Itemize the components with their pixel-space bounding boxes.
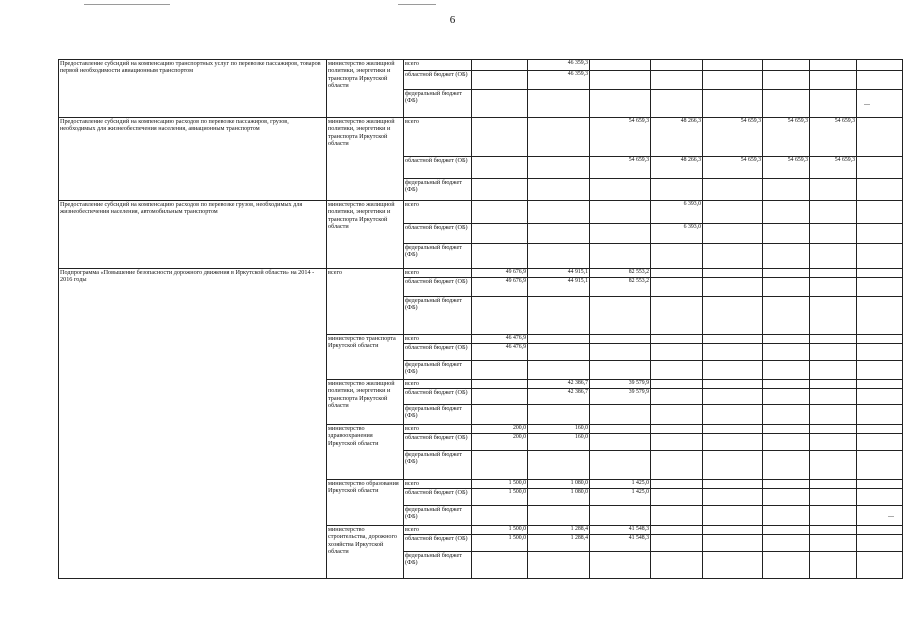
amount-cell (528, 224, 590, 244)
amount-cell (763, 361, 810, 380)
amount-cell (528, 118, 590, 157)
amount-cell (810, 297, 857, 335)
amount-cell: 1 500,0 (472, 526, 528, 535)
amount-cell (763, 71, 810, 90)
funding-source: областной бюджет (ОБ) (404, 224, 472, 244)
amount-cell (703, 278, 763, 297)
amount-cell (857, 297, 903, 335)
amount-cell (528, 344, 590, 361)
funding-source: всего (404, 425, 472, 434)
amount-cell (703, 506, 763, 526)
amount-cell (472, 157, 528, 179)
amount-cell (528, 244, 590, 269)
amount-cell (651, 361, 703, 380)
amount-cell: 54 659,3 (703, 157, 763, 179)
budget-table-body (59, 60, 903, 579)
amount-cell (651, 297, 703, 335)
amount-cell (810, 380, 857, 389)
amount-cell (810, 389, 857, 405)
amount-cell: 1 080,0 (528, 489, 590, 506)
executor-name: министерство жилищной политики, энергетики и транспорта Иркутской области (327, 60, 404, 118)
executor-name: министерство строительства, дорожного хозяйства Иркутской области (327, 526, 404, 579)
amount-cell (703, 434, 763, 451)
amount-cell (472, 361, 528, 380)
funding-source: областной бюджет (ОБ) (404, 344, 472, 361)
funding-source: всего (404, 60, 472, 71)
amount-cell: 49 676,9 (472, 278, 528, 297)
amount-cell: 46 476,9 (472, 344, 528, 361)
amount-cell: 42 386,7 (528, 380, 590, 389)
page-number: 6 (449, 14, 456, 26)
amount-cell (763, 389, 810, 405)
funding-source: федеральный бюджет (ФБ) (404, 451, 472, 480)
scan-artifact-line (84, 4, 170, 5)
amount-cell (472, 90, 528, 118)
amount-cell (472, 389, 528, 405)
funding-source: федеральный бюджет (ФБ) (404, 179, 472, 201)
amount-cell (590, 451, 651, 480)
amount-cell (857, 157, 903, 179)
amount-cell (651, 425, 703, 434)
amount-cell (703, 179, 763, 201)
funding-source: федеральный бюджет (ФБ) (404, 405, 472, 425)
amount-cell (763, 201, 810, 224)
funding-source: всего (404, 118, 472, 157)
amount-cell (810, 90, 857, 118)
amount-cell (857, 201, 903, 224)
amount-cell (472, 451, 528, 480)
amount-cell (703, 526, 763, 535)
amount-cell (651, 489, 703, 506)
amount-cell (651, 344, 703, 361)
amount-cell (703, 535, 763, 552)
amount-cell: 46 359,3 (528, 71, 590, 90)
amount-cell (763, 269, 810, 278)
amount-cell (590, 335, 651, 344)
funding-source: всего (404, 335, 472, 344)
amount-cell (763, 405, 810, 425)
amount-cell (857, 335, 903, 344)
amount-cell (810, 535, 857, 552)
amount-cell (810, 244, 857, 269)
funding-source: областной бюджет (ОБ) (404, 389, 472, 405)
measure-title: Подпрограмма «Повышение безопасности дорожного движения в Иркутской области» на 2014 - 2016 годы (59, 269, 327, 579)
amount-cell (703, 480, 763, 489)
funding-source: федеральный бюджет (ФБ) (404, 506, 472, 526)
table-row (59, 201, 903, 224)
amount-cell: 39 579,9 (590, 389, 651, 405)
amount-cell: 46 476,9 (472, 335, 528, 344)
amount-cell (590, 405, 651, 425)
amount-cell (472, 552, 528, 579)
funding-source: федеральный бюджет (ФБ) (404, 297, 472, 335)
amount-cell (857, 506, 903, 526)
amount-cell: 160,0 (528, 434, 590, 451)
amount-cell (651, 60, 703, 71)
amount-cell (810, 451, 857, 480)
funding-source: всего (404, 380, 472, 389)
amount-cell (472, 244, 528, 269)
amount-cell (651, 480, 703, 489)
amount-cell: 48 266,3 (651, 118, 703, 157)
amount-cell (590, 297, 651, 335)
amount-cell: 42 386,7 (528, 389, 590, 405)
amount-cell (651, 380, 703, 389)
amount-cell (857, 60, 903, 71)
amount-cell (763, 480, 810, 489)
amount-cell (763, 526, 810, 535)
amount-cell: 54 659,3 (590, 118, 651, 157)
amount-cell (763, 244, 810, 269)
budget-table (58, 59, 903, 579)
amount-cell (810, 269, 857, 278)
amount-cell (857, 526, 903, 535)
amount-cell: 44 915,1 (528, 269, 590, 278)
funding-source: областной бюджет (ОБ) (404, 489, 472, 506)
amount-cell (703, 425, 763, 434)
amount-cell (763, 297, 810, 335)
amount-cell: 200,0 (472, 434, 528, 451)
amount-cell (810, 201, 857, 224)
amount-cell: 6 393,0 (651, 224, 703, 244)
amount-cell (528, 361, 590, 380)
amount-cell (810, 278, 857, 297)
amount-cell: 54 659,3 (703, 118, 763, 157)
funding-source: областной бюджет (ОБ) (404, 71, 472, 90)
amount-cell (763, 60, 810, 71)
amount-cell: 82 553,2 (590, 278, 651, 297)
amount-cell (703, 71, 763, 90)
funding-source: федеральный бюджет (ФБ) (404, 244, 472, 269)
amount-cell (857, 244, 903, 269)
amount-cell (703, 389, 763, 405)
amount-cell (763, 552, 810, 579)
amount-cell (857, 179, 903, 201)
amount-cell (857, 552, 903, 579)
amount-cell: 54 659,3 (763, 157, 810, 179)
amount-cell (528, 552, 590, 579)
amount-cell (857, 278, 903, 297)
amount-cell (763, 451, 810, 480)
amount-cell (703, 451, 763, 480)
amount-cell (857, 425, 903, 434)
amount-cell: 49 676,9 (472, 269, 528, 278)
amount-cell (703, 552, 763, 579)
amount-cell (810, 60, 857, 71)
amount-cell (703, 380, 763, 389)
table-row (59, 269, 903, 278)
amount-cell (763, 380, 810, 389)
amount-cell (472, 60, 528, 71)
amount-cell (857, 405, 903, 425)
amount-cell (703, 269, 763, 278)
amount-cell (472, 405, 528, 425)
funding-source: федеральный бюджет (ФБ) (404, 90, 472, 118)
amount-cell (810, 335, 857, 344)
amount-cell: 54 659,3 (810, 157, 857, 179)
amount-cell: 1 500,0 (472, 489, 528, 506)
funding-source: областной бюджет (ОБ) (404, 434, 472, 451)
funding-source: федеральный бюджет (ФБ) (404, 361, 472, 380)
amount-cell (763, 335, 810, 344)
amount-cell: 48 266,3 (651, 157, 703, 179)
amount-cell (590, 201, 651, 224)
amount-cell (810, 179, 857, 201)
amount-cell (810, 434, 857, 451)
amount-cell (528, 297, 590, 335)
amount-cell (590, 90, 651, 118)
amount-cell (651, 244, 703, 269)
amount-cell (703, 344, 763, 361)
amount-cell (703, 60, 763, 71)
amount-cell (810, 425, 857, 434)
amount-cell (703, 361, 763, 380)
funding-source: федеральный бюджет (ФБ) (404, 552, 472, 579)
amount-cell: 82 553,2 (590, 269, 651, 278)
amount-cell (472, 380, 528, 389)
amount-cell (472, 201, 528, 224)
executor-name: всего (327, 269, 404, 335)
amount-cell (590, 506, 651, 526)
amount-cell (810, 344, 857, 361)
executor-name: министерство здравоохранения Иркутской области (327, 425, 404, 480)
amount-cell: 1 288,4 (528, 526, 590, 535)
amount-cell (703, 297, 763, 335)
funding-source: областной бюджет (ОБ) (404, 535, 472, 552)
amount-cell (857, 451, 903, 480)
amount-cell (857, 380, 903, 389)
amount-cell (857, 361, 903, 380)
amount-cell (857, 535, 903, 552)
amount-cell (651, 506, 703, 526)
measure-title: Предоставление субсидий на компенсацию расходов по перевозке грузов, необходимых для жизнеобеспечения населения, автомобильным транспортом (59, 201, 327, 269)
amount-cell (763, 278, 810, 297)
amount-cell: 1 500,0 (472, 535, 528, 552)
funding-source: всего (404, 269, 472, 278)
amount-cell (651, 552, 703, 579)
amount-cell (763, 90, 810, 118)
amount-cell (528, 157, 590, 179)
amount-cell (857, 269, 903, 278)
amount-cell (590, 71, 651, 90)
amount-cell (857, 71, 903, 90)
executor-name: министерство жилищной политики, энергетики и транспорта Иркутской области (327, 118, 404, 201)
amount-cell: 1 500,0 (472, 480, 528, 489)
amount-cell (590, 434, 651, 451)
amount-cell (651, 434, 703, 451)
amount-cell (857, 489, 903, 506)
amount-cell (703, 201, 763, 224)
amount-cell: 54 659,3 (763, 118, 810, 157)
amount-cell (528, 506, 590, 526)
amount-cell (651, 179, 703, 201)
amount-cell (810, 552, 857, 579)
amount-cell (763, 425, 810, 434)
amount-cell: 200,0 (472, 425, 528, 434)
amount-cell (590, 552, 651, 579)
executor-name: министерство транспорта Иркутской области (327, 335, 404, 380)
amount-cell (472, 179, 528, 201)
amount-cell: 160,0 (528, 425, 590, 434)
amount-cell (472, 506, 528, 526)
amount-cell (810, 506, 857, 526)
amount-cell (763, 224, 810, 244)
amount-cell (703, 335, 763, 344)
amount-cell (810, 361, 857, 380)
amount-cell (857, 480, 903, 489)
amount-cell (590, 344, 651, 361)
amount-cell (651, 405, 703, 425)
amount-cell (590, 244, 651, 269)
amount-cell (590, 361, 651, 380)
amount-cell: 46 359,3 (528, 60, 590, 71)
amount-cell (528, 335, 590, 344)
amount-cell (763, 535, 810, 552)
amount-cell (810, 480, 857, 489)
measure-title: Предоставление субсидий на компенсацию транспортных услуг по перевозке пассажиров, товаров первой необходимости авиационным транспортом (59, 60, 327, 118)
amount-cell (857, 224, 903, 244)
amount-cell (810, 526, 857, 535)
amount-cell (472, 71, 528, 90)
amount-cell (857, 389, 903, 405)
amount-cell (651, 526, 703, 535)
amount-cell (763, 434, 810, 451)
amount-cell (472, 118, 528, 157)
amount-cell: 1 425,0 (590, 480, 651, 489)
amount-cell (590, 60, 651, 71)
amount-cell: 41 548,3 (590, 535, 651, 552)
measure-title: Предоставление субсидий на компенсацию расходов по перевозке пассажиров, грузов, необходимых для жизнеобеспечения населения, авиационным транспортом (59, 118, 327, 201)
amount-cell: 54 659,3 (810, 118, 857, 157)
amount-cell (528, 90, 590, 118)
amount-cell (810, 405, 857, 425)
amount-cell (590, 425, 651, 434)
amount-cell (703, 489, 763, 506)
executor-name: министерство образования Иркутской области (327, 480, 404, 526)
funding-source: областной бюджет (ОБ) (404, 157, 472, 179)
amount-cell: 41 548,3 (590, 526, 651, 535)
table-row (59, 60, 903, 71)
amount-cell: 1 080,0 (528, 480, 590, 489)
amount-cell (472, 297, 528, 335)
amount-cell (651, 389, 703, 405)
amount-cell (857, 434, 903, 451)
amount-cell: 44 915,1 (528, 278, 590, 297)
amount-cell (528, 451, 590, 480)
amount-cell (810, 489, 857, 506)
amount-cell: 39 579,9 (590, 380, 651, 389)
funding-source: областной бюджет (ОБ) (404, 278, 472, 297)
amount-cell (810, 71, 857, 90)
scan-artifact-line (398, 4, 436, 5)
amount-cell: 1 425,0 (590, 489, 651, 506)
executor-name: министерство жилищной политики, энергетики и транспорта Иркутской области (327, 201, 404, 269)
amount-cell: 54 659,3 (590, 157, 651, 179)
amount-cell (857, 118, 903, 157)
amount-cell (651, 451, 703, 480)
amount-cell (763, 179, 810, 201)
table-row (59, 118, 903, 157)
amount-cell (763, 506, 810, 526)
amount-cell (528, 179, 590, 201)
amount-cell (703, 244, 763, 269)
executor-name: министерство жилищной политики, энергетики и транспорта Иркутской области (327, 380, 404, 425)
amount-cell (810, 224, 857, 244)
amount-cell (590, 224, 651, 244)
amount-cell: 1 288,4 (528, 535, 590, 552)
amount-cell (651, 71, 703, 90)
amount-cell (703, 224, 763, 244)
amount-cell (651, 335, 703, 344)
funding-source: всего (404, 480, 472, 489)
amount-cell (703, 405, 763, 425)
amount-cell: 6 393,0 (651, 201, 703, 224)
amount-cell (651, 269, 703, 278)
funding-source: всего (404, 201, 472, 224)
amount-cell (703, 90, 763, 118)
amount-cell (857, 90, 903, 118)
amount-cell (472, 224, 528, 244)
funding-source: всего (404, 526, 472, 535)
amount-cell (651, 90, 703, 118)
amount-cell (857, 344, 903, 361)
amount-cell (528, 405, 590, 425)
amount-cell (763, 489, 810, 506)
amount-cell (590, 179, 651, 201)
amount-cell (651, 278, 703, 297)
amount-cell (528, 201, 590, 224)
amount-cell (651, 535, 703, 552)
amount-cell (763, 344, 810, 361)
